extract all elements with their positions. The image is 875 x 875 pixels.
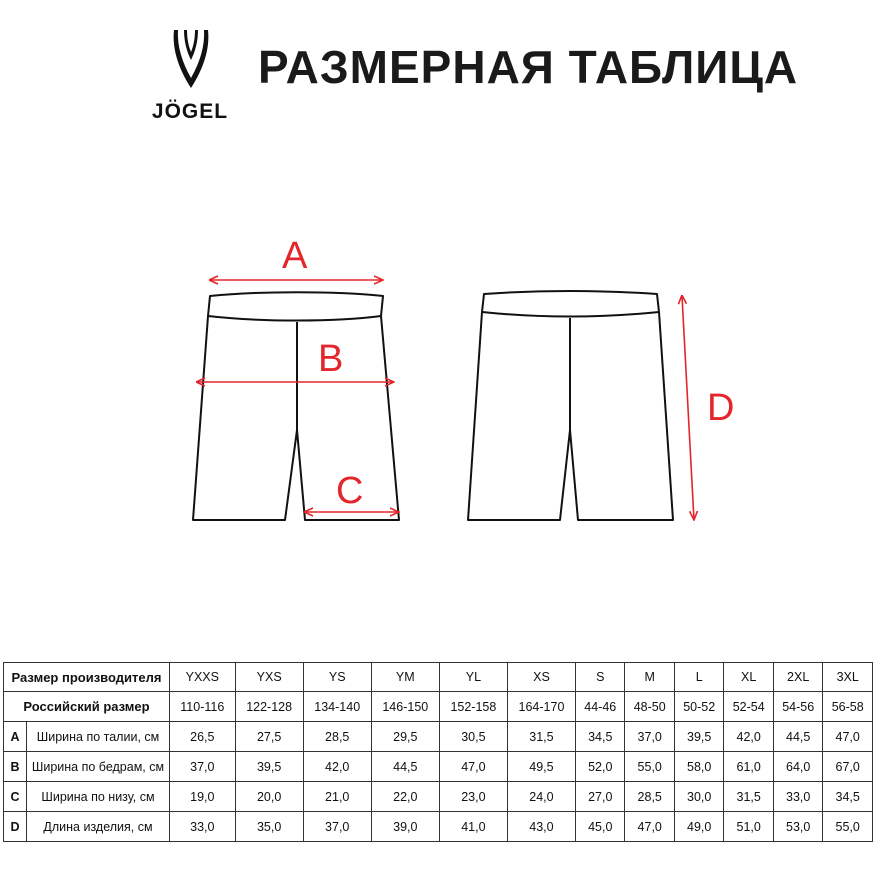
value-cell: 45,0 (576, 812, 625, 842)
value-cell: 31,5 (724, 782, 773, 812)
label-c: C (336, 470, 364, 512)
size-cell: 3XL (823, 663, 873, 692)
size-cell: YM (371, 663, 439, 692)
row-label: Ширина по талии, см (27, 722, 170, 752)
table-row-a (4, 722, 873, 752)
label-b: B (318, 338, 344, 380)
arrow-d (682, 296, 694, 520)
value-cell: 55,0 (625, 752, 674, 782)
value-cell: 49,5 (507, 752, 575, 782)
label-a: A (282, 235, 308, 277)
value-cell: 28,5 (303, 722, 371, 752)
value-cell: 34,5 (823, 782, 873, 812)
size-table (3, 662, 873, 842)
table-row-b (4, 752, 873, 782)
value-cell: 39,0 (371, 812, 439, 842)
manufacturer-size-label: Размер производителя (4, 663, 170, 692)
table-row-d (4, 812, 873, 842)
value-cell: 44,5 (773, 722, 822, 752)
size-cell: XS (507, 663, 575, 692)
row-letter: D (4, 812, 27, 842)
value-cell: 47,0 (439, 752, 507, 782)
value-cell: 52,0 (576, 752, 625, 782)
value-cell: 30,5 (439, 722, 507, 752)
ru-size-cell: 54-56 (773, 692, 822, 722)
ru-size-cell: 122-128 (235, 692, 303, 722)
size-header-row (4, 663, 873, 692)
brand-logo (140, 28, 240, 123)
ru-size-row (4, 692, 873, 722)
value-cell: 31,5 (507, 722, 575, 752)
ru-size-cell: 164-170 (507, 692, 575, 722)
value-cell: 37,0 (625, 722, 674, 752)
value-cell: 39,5 (235, 752, 303, 782)
value-cell: 51,0 (724, 812, 773, 842)
label-d: D (707, 387, 735, 429)
row-label: Ширина по бедрам, см (27, 752, 170, 782)
value-cell: 47,0 (823, 722, 873, 752)
value-cell: 43,0 (507, 812, 575, 842)
shorts-back (468, 291, 673, 520)
ru-size-cell: 44-46 (576, 692, 625, 722)
ru-size-cell: 146-150 (371, 692, 439, 722)
value-cell: 33,0 (170, 812, 236, 842)
value-cell: 29,5 (371, 722, 439, 752)
value-cell: 39,5 (674, 722, 723, 752)
ru-size-cell: 134-140 (303, 692, 371, 722)
ru-size-label: Российский размер (4, 692, 170, 722)
ru-size-cell: 56-58 (823, 692, 873, 722)
value-cell: 42,0 (303, 752, 371, 782)
size-cell: L (674, 663, 723, 692)
size-cell: XL (724, 663, 773, 692)
size-cell: 2XL (773, 663, 822, 692)
row-letter: B (4, 752, 27, 782)
value-cell: 42,0 (724, 722, 773, 752)
value-cell: 33,0 (773, 782, 822, 812)
value-cell: 53,0 (773, 812, 822, 842)
size-cell: YXS (235, 663, 303, 692)
ru-size-cell: 110-116 (170, 692, 236, 722)
row-letter: C (4, 782, 27, 812)
value-cell: 23,0 (439, 782, 507, 812)
value-cell: 24,0 (507, 782, 575, 812)
ru-size-cell: 52-54 (724, 692, 773, 722)
value-cell: 28,5 (625, 782, 674, 812)
ru-size-cell: 50-52 (674, 692, 723, 722)
row-label: Ширина по низу, см (27, 782, 170, 812)
value-cell: 61,0 (724, 752, 773, 782)
table-row-c (4, 782, 873, 812)
value-cell: 37,0 (170, 752, 236, 782)
value-cell: 22,0 (371, 782, 439, 812)
shorts-diagram (0, 220, 875, 540)
ru-size-cell: 48-50 (625, 692, 674, 722)
value-cell: 30,0 (674, 782, 723, 812)
value-cell: 19,0 (170, 782, 236, 812)
shorts-front (193, 292, 399, 520)
value-cell: 64,0 (773, 752, 822, 782)
value-cell: 67,0 (823, 752, 873, 782)
value-cell: 34,5 (576, 722, 625, 752)
size-cell: YS (303, 663, 371, 692)
value-cell: 27,5 (235, 722, 303, 752)
value-cell: 55,0 (823, 812, 873, 842)
value-cell: 35,0 (235, 812, 303, 842)
value-cell: 47,0 (625, 812, 674, 842)
size-cell: M (625, 663, 674, 692)
value-cell: 37,0 (303, 812, 371, 842)
row-label: Длина изделия, см (27, 812, 170, 842)
value-cell: 58,0 (674, 752, 723, 782)
size-cell: YL (439, 663, 507, 692)
value-cell: 49,0 (674, 812, 723, 842)
value-cell: 27,0 (576, 782, 625, 812)
page-title: РАЗМЕРНАЯ ТАБЛИЦА (258, 41, 799, 93)
value-cell: 26,5 (170, 722, 236, 752)
jogel-logo-icon (170, 28, 212, 90)
size-cell: YXXS (170, 663, 236, 692)
row-letter: A (4, 722, 27, 752)
value-cell: 21,0 (303, 782, 371, 812)
ru-size-cell: 152-158 (439, 692, 507, 722)
value-cell: 20,0 (235, 782, 303, 812)
logo-text: JÖGEL (151, 100, 229, 123)
size-cell: S (576, 663, 625, 692)
value-cell: 44,5 (371, 752, 439, 782)
value-cell: 41,0 (439, 812, 507, 842)
